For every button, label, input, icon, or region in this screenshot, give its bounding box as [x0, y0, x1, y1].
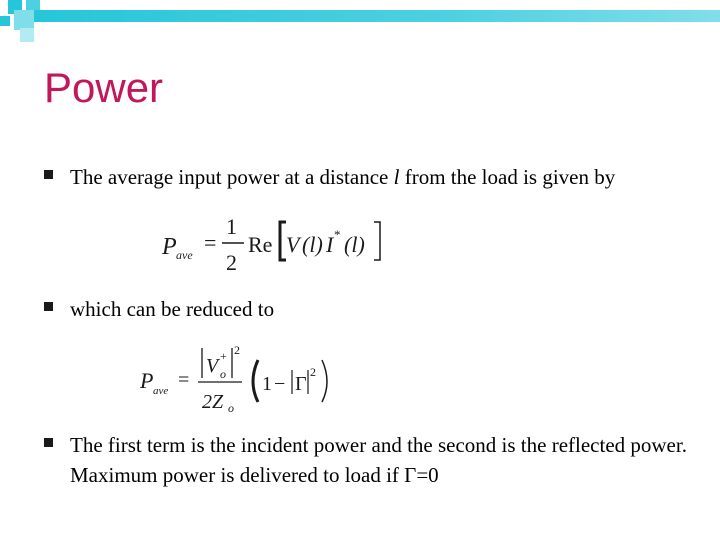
eq2-den-sub: o [228, 401, 234, 415]
bullet-item [44, 294, 684, 326]
eq2-v-sub: o [220, 367, 226, 381]
eq2-v-power: 2 [234, 343, 240, 357]
variable-l: l [393, 165, 400, 189]
eq2-minus: − [274, 373, 286, 395]
bullet-text: which can be reduced to [70, 297, 275, 321]
eq1-equals: = [204, 230, 217, 255]
bullet-text-part: from the load is given by [399, 165, 616, 189]
bullet-marker [44, 170, 53, 179]
eq1-i: I [326, 232, 334, 257]
eq2-gamma-power: 2 [310, 365, 316, 379]
decor-square [0, 16, 10, 26]
eq1-sub: ave [176, 248, 193, 262]
eq2-left-paren [253, 360, 258, 402]
header-bar [34, 10, 720, 22]
bullet-marker [44, 302, 53, 311]
bullet-item [44, 430, 687, 494]
eq1-denominator: 2 [226, 250, 237, 275]
bullet-text: The first term is the incident power and the second is the reflected power. Maximum power is delivered to load if Γ=0 [70, 433, 687, 487]
bullet-text [70, 162, 690, 192]
eq2-den: 2Z [202, 391, 224, 413]
eq2-equals: = [178, 369, 190, 391]
eq1-numerator: 1 [226, 214, 237, 239]
eq2-v: V [206, 355, 219, 377]
equation-reduced-power [138, 338, 338, 418]
eq1-l2: (l) [344, 232, 365, 257]
eq1-star: * [334, 227, 341, 242]
decor-square [26, 0, 40, 10]
eq1-v: V [286, 232, 300, 257]
eq2-right-paren [322, 360, 327, 402]
header-decoration [0, 0, 720, 44]
slide-title: Power [44, 64, 164, 111]
decor-square [14, 10, 34, 30]
eq2-v-plus: + [220, 349, 227, 363]
equation-average-power [158, 212, 398, 276]
eq2-sub: ave [153, 385, 169, 397]
eq1-p: P [162, 234, 177, 260]
eq2-one: 1 [262, 373, 272, 395]
eq1-l1: (l) [302, 232, 323, 257]
bullet-marker [44, 438, 53, 447]
decor-square [20, 28, 34, 42]
eq1-re: Re [248, 232, 273, 257]
eq1-right-bracket [374, 222, 380, 260]
bullet-text-part: The average input power at a distance [70, 165, 394, 189]
eq2-gamma: Γ [295, 373, 307, 395]
eq2-p: P [140, 368, 154, 393]
